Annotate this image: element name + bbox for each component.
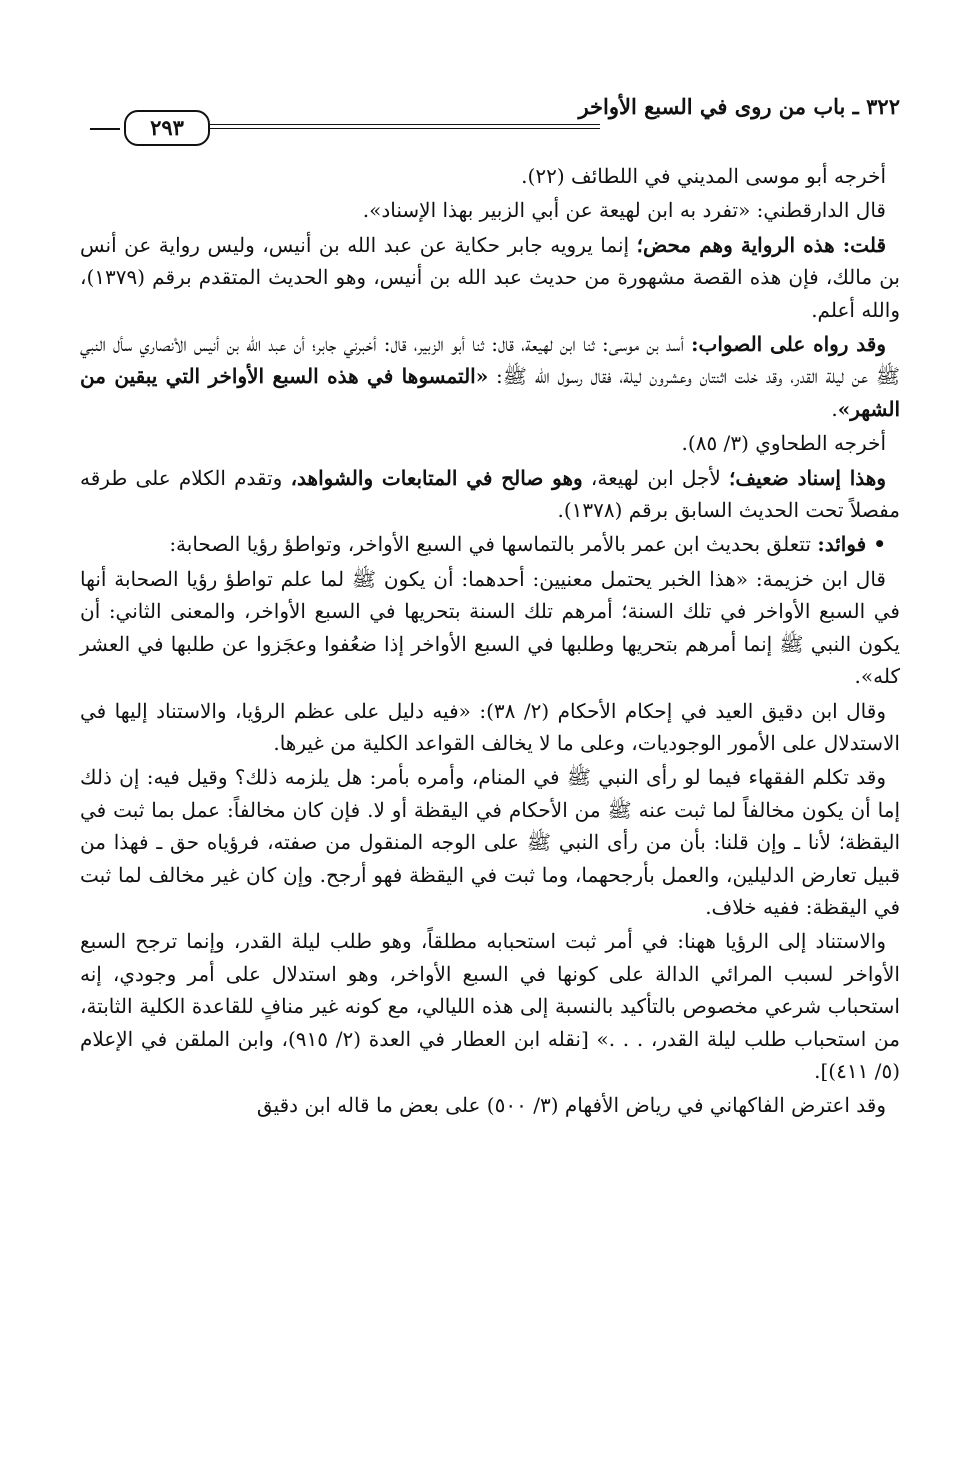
bold-run: وقد رواه على الصواب: bbox=[691, 332, 886, 357]
bold-run: وهو صالح في المتابعات والشواهد، bbox=[290, 465, 583, 490]
paragraph bbox=[80, 925, 900, 1087]
paragraph bbox=[80, 528, 900, 560]
text-run: . bbox=[831, 396, 838, 421]
paragraph bbox=[80, 427, 900, 459]
text-run: إنما يرويه جابر حكاية عن عبد الله بن أنيس، وليس رواية عن أنس بن مالك، فإن هذه القصة مشهورة من حديث عبد الله بن أنيس، وهو الحديث المتقدم برقم (١٣٧٩)، والله أعلم. bbox=[80, 232, 900, 322]
text-run: قال الدارقطني: «تفرد به ابن لهيعة عن أبي الزبير بهذا الإسناد». bbox=[362, 198, 886, 223]
paragraph bbox=[80, 563, 900, 693]
text-run: وقد اعترض الفاكهاني في رياض الأفهام (٣/ ٥٠٠) على بعض ما قاله ابن دقيق bbox=[256, 1093, 886, 1118]
page-number: ٢٩٣ bbox=[124, 110, 210, 146]
book-page bbox=[80, 88, 900, 1458]
text-run: وتقدم الكلام على طرقه مفصلاً تحت الحديث السابق برقم (١٣٧٨). bbox=[80, 465, 900, 523]
paragraph bbox=[80, 160, 900, 192]
text-run: وقال ابن دقيق العيد في إحكام الأحكام (٢/ ٣٨): «فيه دليل على عظم الرؤيا، والاستناد إليها في الاستدلال على الأمور الوجوديات، وعلى ما لا يخالف القواعد الكلية من غيرها. bbox=[80, 698, 900, 755]
bold-run: «التمسوها في هذه السبع الأواخر التي يبقين من الشهر» bbox=[80, 364, 900, 421]
text-run: أخرجه أبو موسى المديني في اللطائف (٢٢). bbox=[521, 164, 886, 188]
text-run: والاستناد إلى الرؤيا ههنا: في أمر ثبت استحبابه مطلقاً، وهو طلب ليلة القدر، وإنما ترجح السبع الأواخر لسبب المرائي الدالة على كونها في السبع الأواخر، وهو استدلال على أمر وجودي، إنه استحباب شرعي مخصوص بالتأكيد بالنسبة إلى هذه الليالي، مع كونه غير منافٍ للقاعدة الكلية الثابتة، من استحباب طلب ليلة القدر، . . .» [نقله ابن العطار في العدة (٢/ ٩١٥)، وابن الملقن في الإعلام (٥/ ٤١١)]. bbox=[80, 929, 900, 1083]
text-run: أخرجه الطحاوي (٣/ ٨٥). bbox=[681, 431, 886, 456]
paragraph bbox=[80, 194, 900, 226]
bold-run: • فوائد: bbox=[817, 532, 886, 557]
bold-run: وهذا إسناد ضعيف؛ bbox=[729, 465, 887, 490]
header-rule bbox=[208, 124, 600, 129]
paragraph bbox=[80, 328, 900, 425]
text-run: قال ابن خزيمة: «هذا الخبر يحتمل معنيين: أحدهما: أن يكون ﷺ لما علم تواطؤ رؤيا الصحابة أنها في السبع الأواخر في تلك السنة؛ أمرهم تلك السنة بتحريها في السبع الأواخر، والمعنى الثاني: أن يكون النبي ﷺ إنما أمرهم بتحريها وطلبها في السبع الأواخر إذا ضعُفوا وعجَزوا عن طلبها في العشر كله». bbox=[80, 566, 900, 689]
paragraph bbox=[80, 462, 900, 527]
text-run: لأجل ابن لهيعة، bbox=[582, 465, 730, 490]
paragraph bbox=[80, 229, 900, 326]
paragraph bbox=[80, 695, 900, 760]
page-body bbox=[80, 160, 900, 1122]
header-dash bbox=[90, 128, 120, 130]
running-title: ٣٢٢ ـ باب من روى في السبع الأواخر bbox=[578, 94, 900, 119]
text-run: أسد بن موسى: ثنا ابن لهيعة، قال: ثنا أبو الزبير، قال: أخبرني جابر؛ أن عبد الله بن أنيس الأنصاري سأل النبي ﷺ عن ليلة القدر، وقد خلت اثنتان وعشرون ليلة، فقال رسول الله ﷺ: bbox=[80, 332, 901, 389]
text-run: وقد تكلم الفقهاء فيما لو رأى النبي ﷺ في المنام، وأمره بأمر: هل يلزمه ذلك؟ وقيل فيه: إن ذلك إما أن يكون مخالفاً لما ثبت عنه ﷺ من الأحكام في اليقظة أو لا. فإن كان مخالفاً: عمل بما ثبت في اليقظة؛ لأنا ـ وإن قلنا: بأن من رأى النبي ﷺ على الوجه المنقول من صفته، فرؤياه حق ـ فهذا من قبيل تعارض الدليلين، والعمل بأرجحهما، وما ثبت في اليقظة فهو أرجح. وإن كان غير مخالف لما ثبت في اليقظة: ففيه خلاف. bbox=[80, 765, 901, 919]
paragraph bbox=[80, 1089, 900, 1121]
bold-run: قلت: هذه الرواية وهم محض؛ bbox=[636, 232, 886, 257]
text-run: تتعلق بحديث ابن عمر بالأمر بالتماسها في السبع الأواخر، وتواطؤ رؤيا الصحابة: bbox=[169, 532, 818, 557]
page-header bbox=[80, 88, 900, 148]
paragraph bbox=[80, 761, 900, 923]
